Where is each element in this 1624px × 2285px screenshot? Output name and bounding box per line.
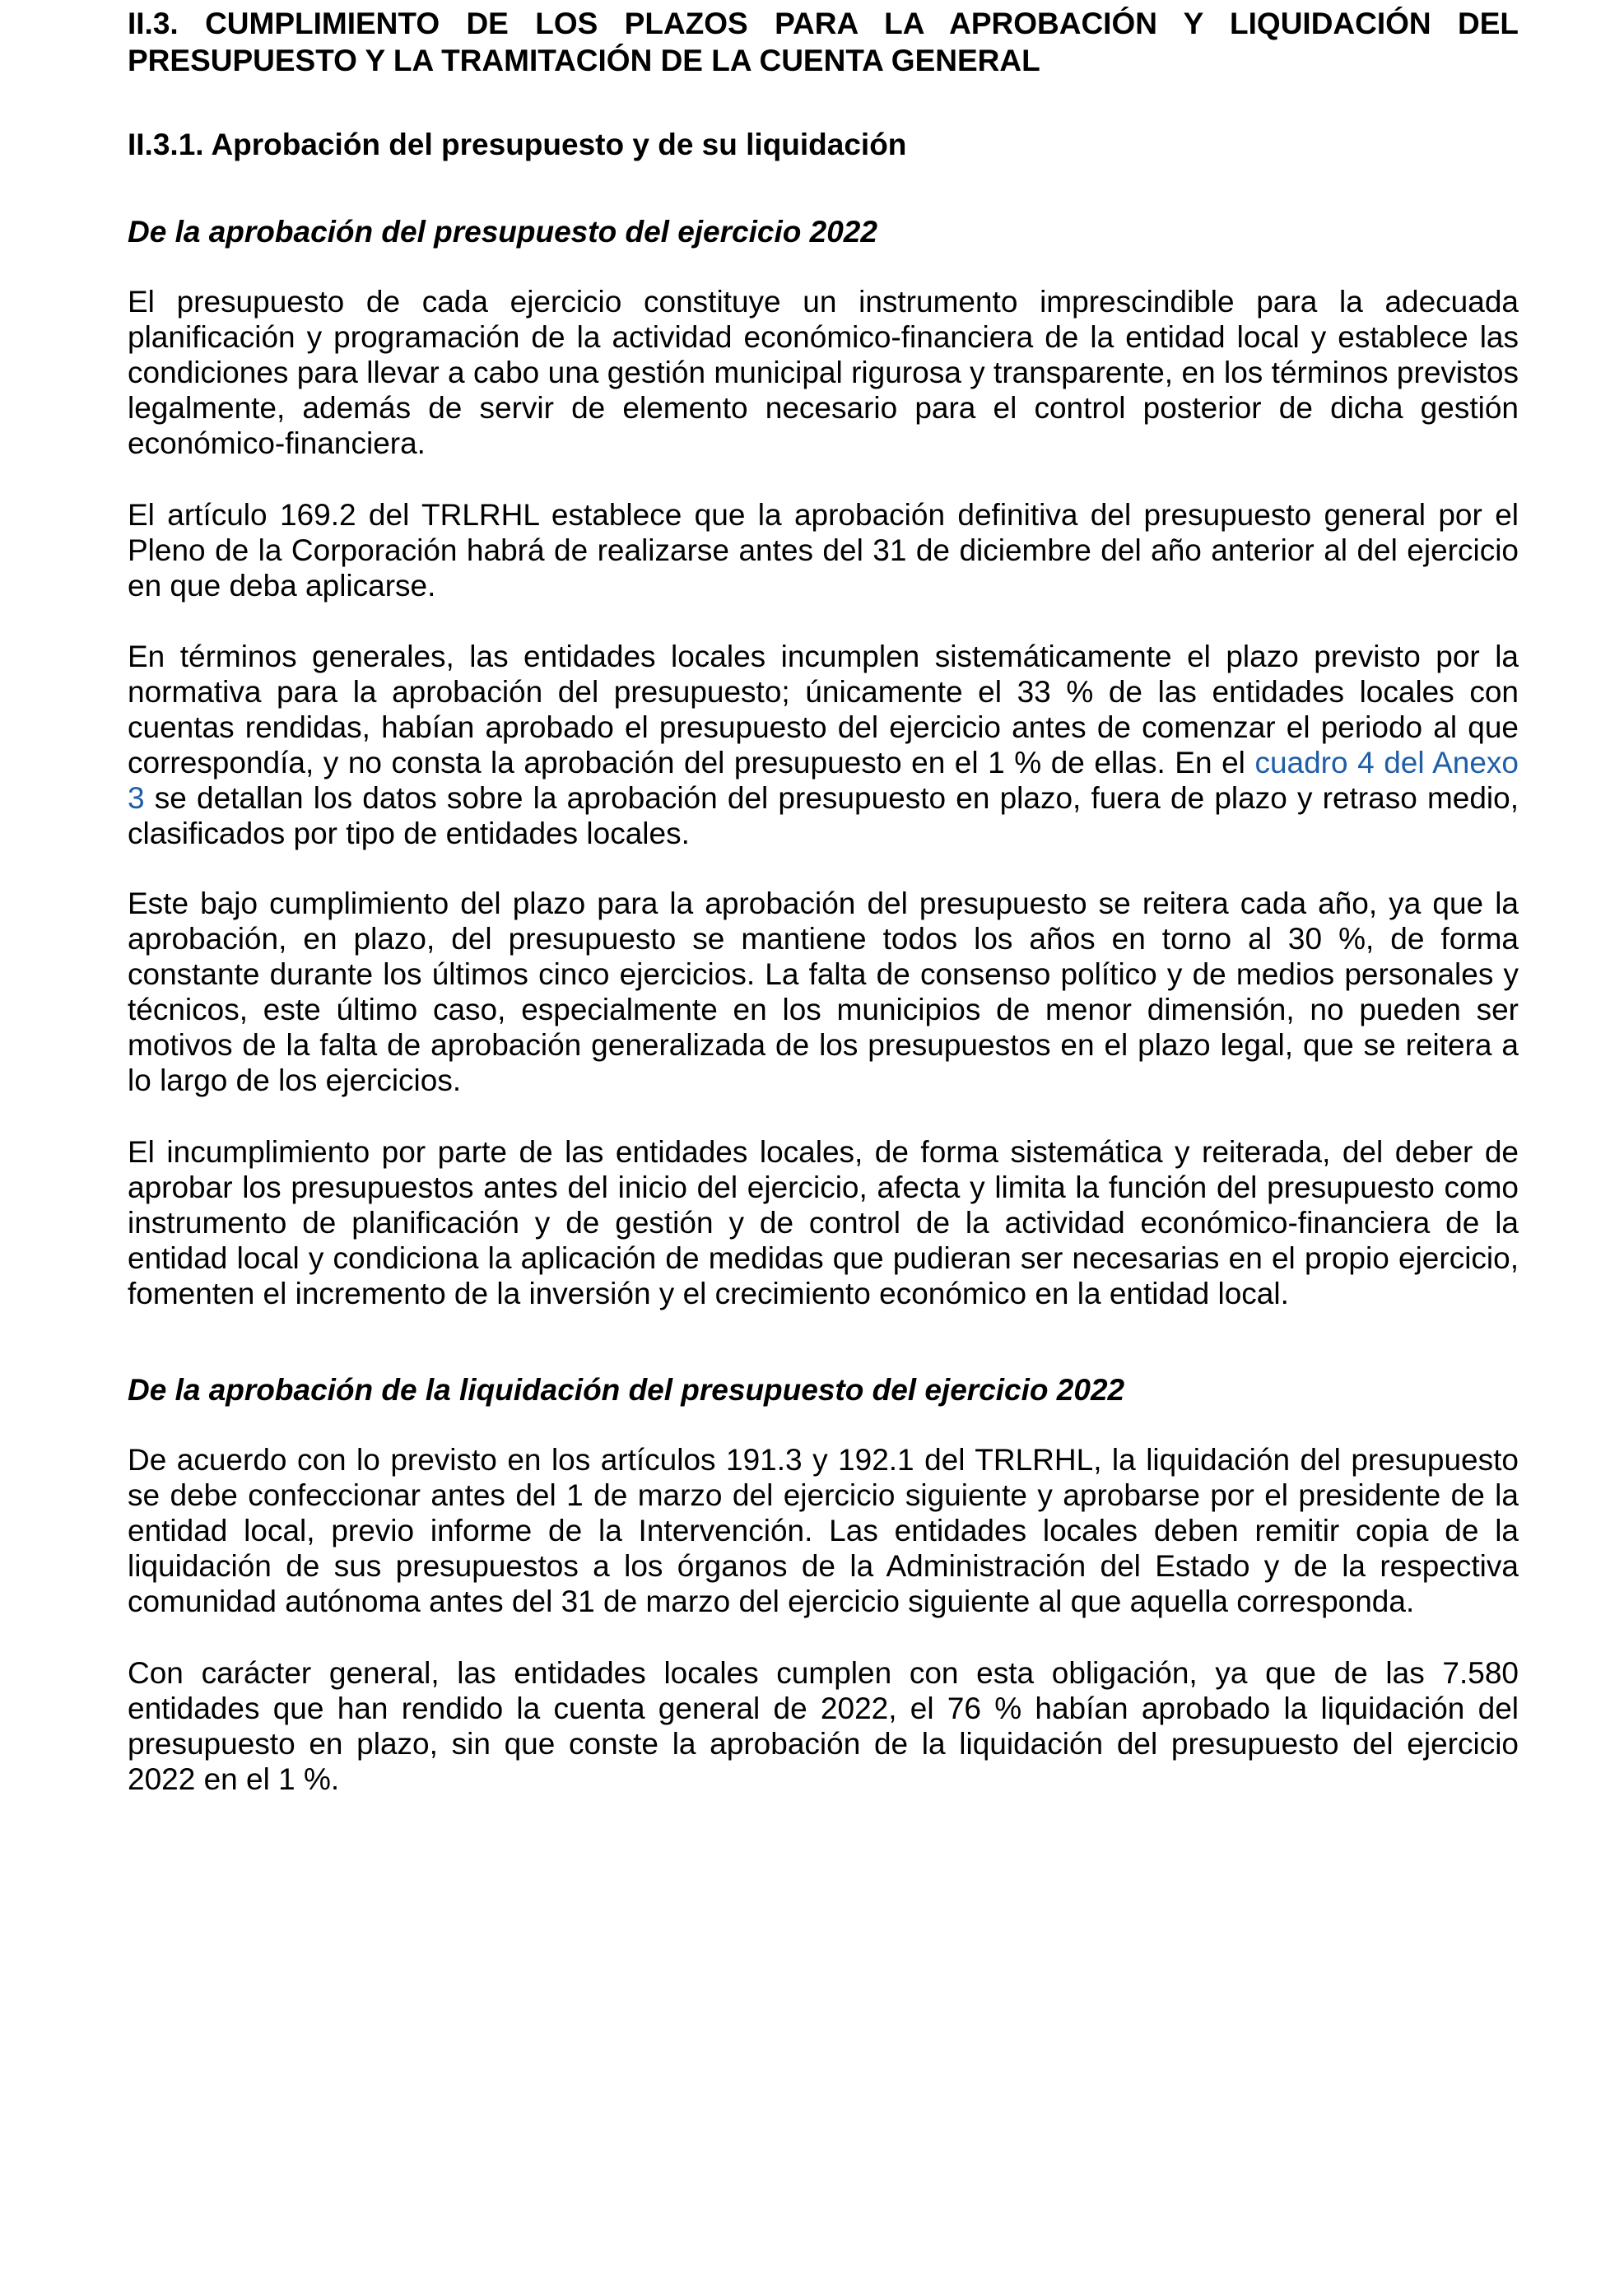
paragraph-systematic-breach: El incumplimiento por parte de las entidades locales, de forma sistemática y reiterada, del deber de aprobar los presupuestos antes del inicio del ejercicio, afecta y limita la función del presupuesto como instrumento de planificación y de gestión y de control de la actividad económico-financiera de la entidad local y condiciona la aplicación de medidas que pudieran ser necesarias en el propio ejercicio, fomenten el incremento de la inversión y el crecimiento económico en la entidad local.	[128, 1135, 1519, 1310]
section-title-line-2: PRESUPUESTO Y LA TRAMITACIÓN DE LA CUENTA GENERAL	[128, 44, 1040, 77]
paragraph-text-after-link: se detallan los datos sobre la aprobación del presupuesto en plazo, fuera de plazo y retraso medio, clasificados por tipo de entidades locales.	[128, 781, 1519, 850]
subsection-title: II.3.1. Aprobación del presupuesto y de su liquidación	[128, 128, 907, 161]
section-title	[128, 5, 1519, 79]
paragraph-article-169: El artículo 169.2 del TRLRHL establece que la aprobación definitiva del presupuesto general por el Pleno de la Corporación habrá de realizarse antes del 31 de diciembre del año anterior al del ejercicio en que deba aplicarse.	[128, 498, 1519, 603]
paragraph-budget-purpose: El presupuesto de cada ejercicio constituye un instrumento imprescindible para la adecuada planificación y programación de la actividad económico-financiera de la entidad local y establece las condiciones para llevar a cabo una gestión municipal rigurosa y transparente, en los términos previstos legalmente, además de servir de elemento necesario para el control posterior de dicha gestión económico-financiera.	[128, 285, 1519, 460]
paragraph-liquidation-deadlines: De acuerdo con lo previsto en los artículos 191.3 y 192.1 del TRLRHL, la liquidación del presupuesto se debe confeccionar antes del 1 de marzo del ejercicio siguiente y aprobarse por el presidente de la entidad local, previo informe de la Intervención. Las entidades locales deben remitir copia de la liquidación de sus presupuestos a los órganos de la Administración del Estado y de la respectiva comunidad autónoma antes del 31 de marzo del ejercicio siguiente al que aquella corresponda.	[128, 1443, 1519, 1618]
paragraph-text-before-link: En términos generales, las entidades locales incumplen sistemáticamente el plazo previsto por la normativa para la aprobación del presupuesto; únicamente el 33 % de las entidades locales con cuentas rendidas, habían aprobado el presupuesto del ejercicio antes de comenzar el periodo al que correspondía, y no consta la aprobación del presupuesto en el 1 % de ellas. En el	[128, 640, 1519, 780]
annex-table-link[interactable]: cuadro 4 del Anexo 3	[128, 746, 1519, 815]
paragraph-low-compliance: Este bajo cumplimiento del plazo para la aprobación del presupuesto se reitera cada año, ya que la aprobación, en plazo, del presupuesto se mantiene todos los años en torno al 30 %, de forma constante durante los últimos cinco ejercicios. La falta de consenso político y de medios personales y técnicos, este último caso, especialmente en los municipios de menor dimensión, no pueden ser motivos de la falta de aprobación generalizada de los presupuestos en el plazo legal, que se reitera a lo largo de los ejercicios.	[128, 887, 1519, 1097]
section-title-line-1: II.3. CUMPLIMIENTO DE LOS PLAZOS PARA LA APROBACIÓN Y LIQUIDACIÓN DEL	[128, 7, 1519, 40]
heading-liquidation-approval: De la aprobación de la liquidación del presupuesto del ejercicio 2022	[128, 1373, 1125, 1407]
paragraph-liquidation-compliance: Con carácter general, las entidades locales cumplen con esta obligación, ya que de las 7.580 entidades que han rendido la cuenta general de 2022, el 76 % habían aprobado la liquidación del presupuesto en plazo, sin que conste la aprobación de la liquidación del presupuesto del ejercicio 2022 en el 1 %.	[128, 1656, 1519, 1796]
heading-budget-approval: De la aprobación del presupuesto del ejercicio 2022	[128, 215, 877, 249]
paragraph-general-noncompliance	[128, 639, 1519, 851]
